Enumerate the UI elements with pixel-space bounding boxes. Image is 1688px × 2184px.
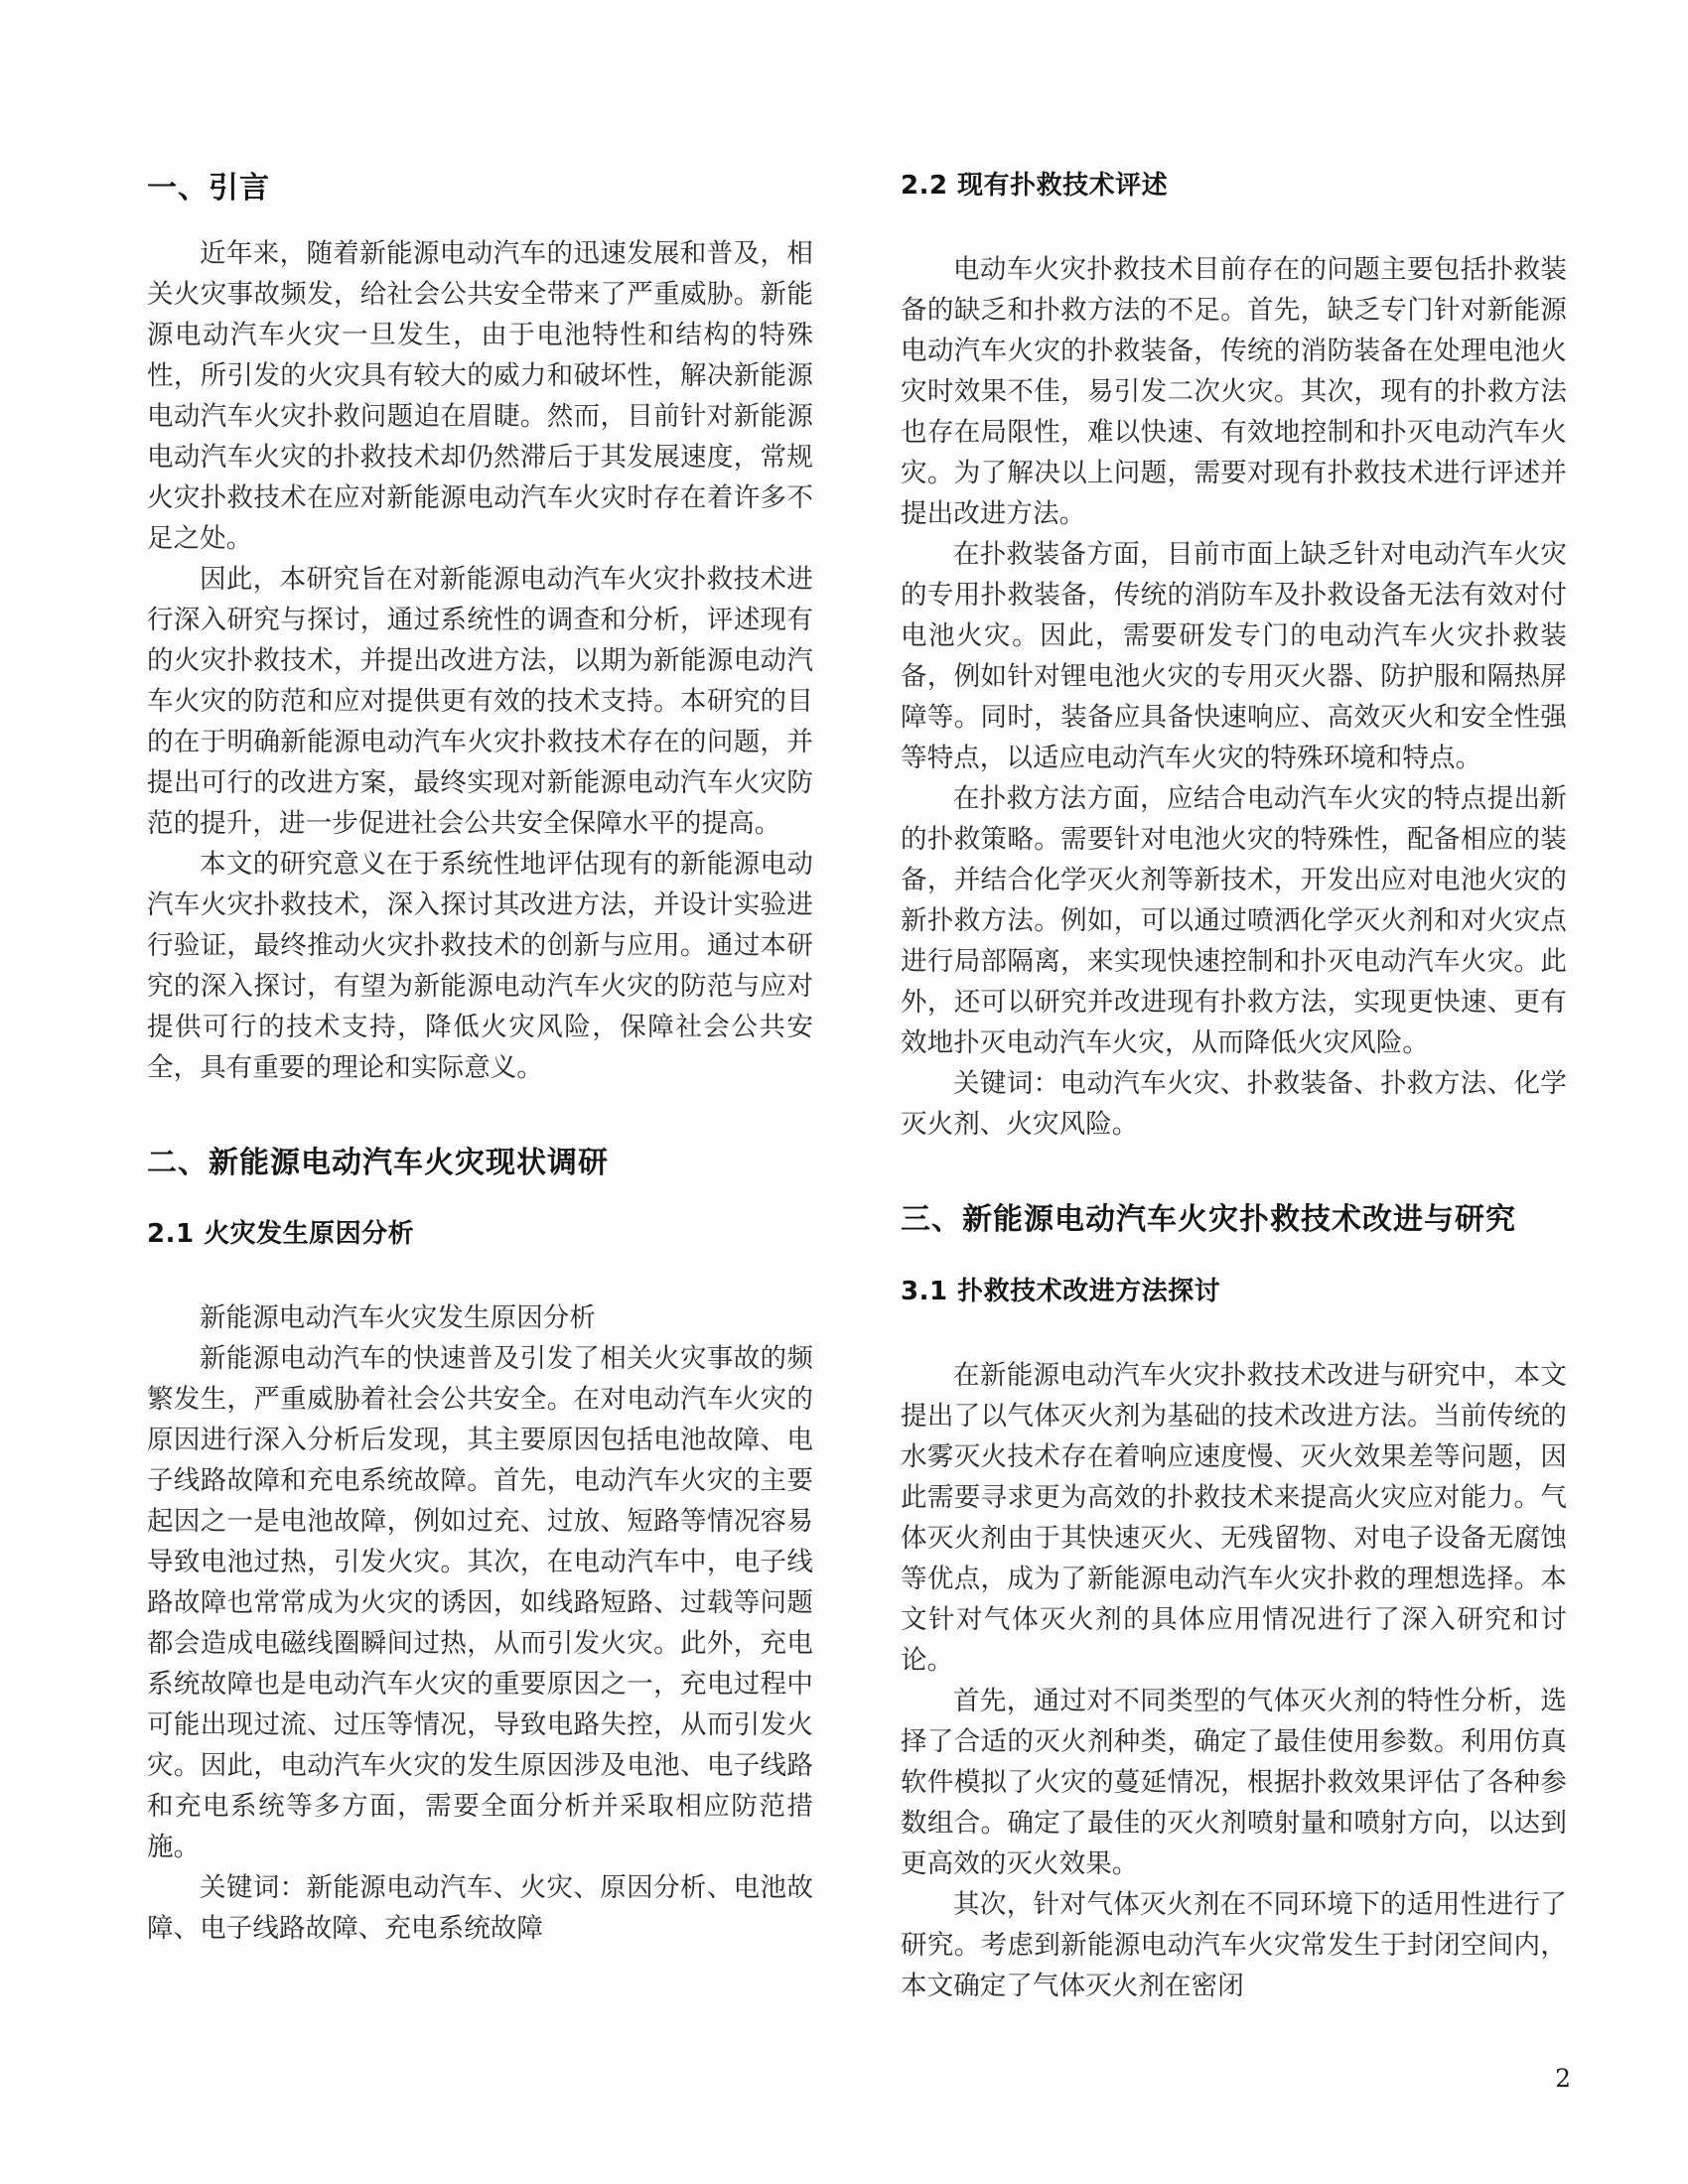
paragraph-2-1-keywords: 关键词：新能源电动汽车、火灾、原因分析、电池故障、电子线路故障、充电系统故障: [147, 1872, 813, 1945]
heading-introduction: 一、引言: [147, 171, 270, 205]
spacer: [901, 1321, 1567, 1355]
two-column-layout: [147, 169, 1567, 2035]
spacer: [147, 1197, 813, 1217]
paragraph-intro-1: 近年来，随着新能源电动汽车的迅速发展和普及，相关火灾事故频发，给社会公共安全带来了严重威胁。新能源电动汽车火灾一旦发生，由于电池特性和结构的特殊性，所引发的火灾具有较大的威力和破坏性，解决新能源电动汽车火灾扑救问题迫在眉睫。然而，目前针对新能源电动汽车火灾的扑救技术却仍然滞后于其发展速度，常规火灾扑救技术在应对新能源电动汽车火灾时存在着许多不足之处。: [147, 237, 813, 554]
paragraph-intro-3: 本文的研究意义在于系统性地评估现有的新能源电动汽车火灾扑救技术，深入探讨其改进方法，并设计实验进行验证，最终推动火灾扑救技术的创新与应用。通过本研究的深入探讨，有望为新能源电动汽车火灾的防范与应对提供可行的技术支持，降低火灾风险，保障社会公共安全，具有重要的理论和实际意义。: [147, 848, 813, 1083]
paragraph-3-1-2: 首先，通过对不同类型的气体灭火剂的特性分析，选择了合适的灭火剂种类，确定了最佳使用参数。利用仿真软件模拟了火灾的蔓延情况，根据扑救效果评估了各种参数组合。确定了最佳的灭火剂喷射量和喷射方向，以达到更高效的灭火效果。: [901, 1685, 1567, 1879]
spacer: [901, 1145, 1567, 1200]
paragraph-3-1-1: 在新能源电动汽车火灾扑救技术改进与研究中，本文提出了以气体灭火剂为基础的技术改进方法。当前传统的水雾灭火技术存在着响应速度慢、灭火效果差等问题，因此需要寻求更为高效的扑救技术来提高火灾应对能力。气体灭火剂由于其快速灭火、无残留物、对电子设备无腐蚀等优点，成为了新能源电动汽车火灾扑救的理想选择。本文针对气体灭火剂的具体应用情况进行了深入研究和讨论。: [901, 1359, 1567, 1676]
paragraph-2-2-keywords: 关键词：电动汽车火灾、扑救装备、扑救方法、化学灭火剂、火灾风险。: [901, 1068, 1567, 1141]
page-number: 2: [1555, 2064, 1571, 2093]
paragraph-2-2-2: 在扑救装备方面，目前市面上缺乏针对电动汽车火灾的专用扑救装备，传统的消防车及扑救设备无法有效对付电池火灾。因此，需要研发专门的电动汽车火灾扑救装备，例如针对锂电池火灾的专用灭火器、防护服和隔热屏障等。同时，装备应具备快速响应、高效灭火和安全性强等特点，以适应电动汽车火灾的特殊环境和特点。: [901, 539, 1567, 774]
spacer: [147, 223, 813, 233]
paragraph-2-1-1: 新能源电动汽车火灾发生原因分析: [200, 1302, 596, 1334]
heading-section-3-1: 3.1 扑救技术改进方法探讨: [901, 1276, 1221, 1306]
spacer: [901, 1255, 1567, 1275]
right-column: [901, 169, 1567, 2035]
paragraph-2-2-1: 电动车火灾扑救技术目前存在的问题主要包括扑救装备的缺乏和扑救方法的不足。首先，缺乏专门针对新能源电动汽车火灾的扑救装备，传统的消防装备在处理电池火灾时效果不佳，易引发二次火灾。其次，现有的扑救方法也存在局限性，难以快速、有效地控制和扑灭电动汽车火灾。为了解决以上问题，需要对现有扑救技术进行评述并提出改进方法。: [901, 254, 1567, 530]
spacer: [147, 1088, 813, 1144]
spacer: [901, 215, 1567, 249]
paragraph-2-1-2: 新能源电动汽车的快速普及引发了相关火灾事故的频繁发生，严重威胁着社会公共安全。在对电动汽车火灾的原因进行深入分析后发现，其主要原因包括电池故障、电子线路故障和充电系统故障。首先，电动汽车火灾的主要起因之一是电池故障，例如过充、过放、短路等情况容易导致电池过热，引发火灾。其次，在电动汽车中，电子线路故障也常常成为火灾的诱因，如线路短路、过载等问题都会造成电磁线圈瞬间过热，从而引发火灾。此外，充电系统故障也是电动汽车火灾的重要原因之一，充电过程中可能出现过流、过压等情况，导致电路失控，从而引发火灾。因此，电动汽车火灾的发生原因涉及电池、电子线路和充电系统等多方面，需要全面分析并采取相应防范措施。: [147, 1343, 813, 1863]
paragraph-intro-2: 因此，本研究旨在对新能源电动汽车火灾扑救技术进行深入研究与探讨，通过系统性的调查和分析，评述现有的火灾扑救技术，并提出改进方法，以期为新能源电动汽车火灾的防范和应对提供更有效的技术支持。本研究的目的在于明确新能源电动汽车火灾扑救技术存在的问题，并提出可行的改进方案，最终实现对新能源电动汽车火灾防范的提升，进一步促进社会公共安全保障水平的提高。: [147, 563, 813, 839]
heading-section-2-1: 2.1 火灾发生原因分析: [147, 1219, 415, 1249]
paragraph-3-1-3: 其次，针对气体灭火剂在不同环境下的适用性进行了研究。考虑到新能源电动汽车火灾常发生于封闭空间内，本文确定了气体灭火剂在密闭: [901, 1888, 1567, 2001]
left-column: [147, 169, 813, 2035]
heading-section-three: 三、新能源电动汽车火灾扑救技术改进与研究: [901, 1202, 1516, 1238]
paragraph-2-2-3: 在扑救方法方面，应结合电动汽车火灾的特点提出新的扑救策略。需要针对电池火灾的特殊性，配备相应的装备，并结合化学灭火剂等新技术，开发出应对电池火灾的新扑救方法。例如，可以通过喷洒化学灭火剂和对火灾点进行局部隔离，来实现快速控制和扑灭电动汽车火灾。此外，还可以研究并改进现有扑救方法，实现更快速、更有效地扑灭电动汽车火灾，从而降低火灾风险。: [901, 783, 1567, 1059]
heading-section-2-2: 2.2 现有扑救技术评述: [901, 171, 1169, 201]
heading-section-two: 二、新能源电动汽车火灾现状调研: [147, 1145, 609, 1180]
spacer: [147, 1264, 813, 1297]
